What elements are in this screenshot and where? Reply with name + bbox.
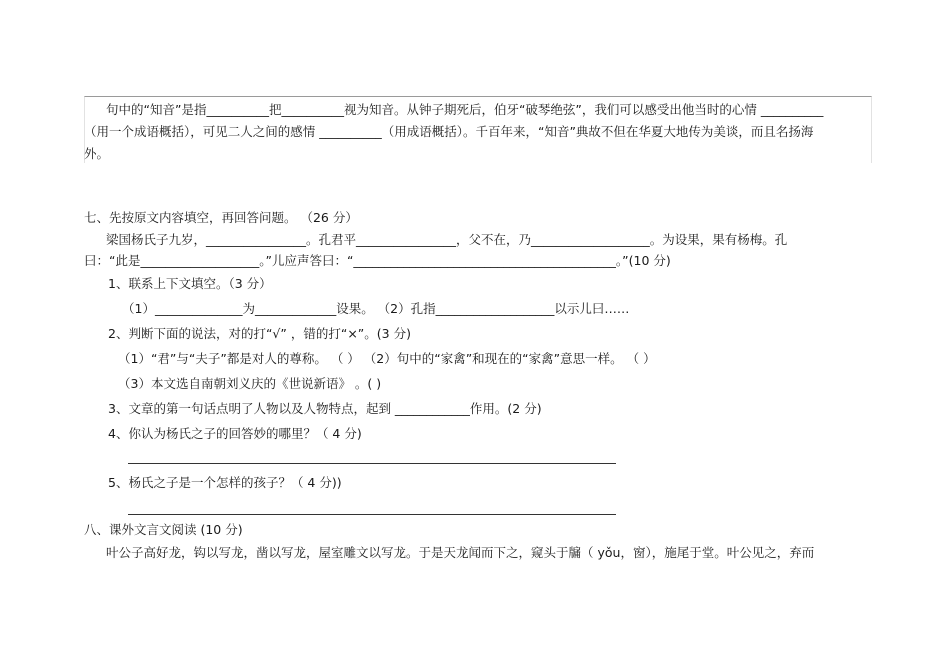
question-2-sub1: （1）“君”与“夫子”都是对人的尊称。 （ ） （2）句中的“家禽”和现在的“家禽”意思一样。 （ ） [118,351,656,366]
question-5: 5、杨氏之子是一个怎样的孩子？（ 4 分)) [108,475,342,490]
question-1-sub: （1）______________为_____________设果。 （2）孔指___________________以示儿曰…… [122,301,630,316]
section7-passage-line2: 曰：“此是___________________。”儿应声答曰：“__________________________________________。”(10 分) [84,253,671,268]
answer-line-q5 [128,514,616,515]
section6-line1: 句中的“知音”是指__________把__________视为知音。从钟子期死后，伯牙“破琴绝弦”，我们可以感受出他当时的心情 __________ [106,102,824,117]
section8-line1: 叶公子高好龙，钩以写龙，凿以写龙，屋室雕文以写龙。于是天龙闻而下之，窥头于牖（ yǒu，窗），施尾于堂。叶公见之，弃而 [106,545,815,560]
section7-heading: 七、先按原文内容填空，再回答问题。 （26 分） [84,210,358,225]
section6-line2: （用一个成语概括），可见二人之间的感情 __________（用成语概括）。千百年来，“知音”典故不但在华夏大地传为美谈，而且名扬海 [84,124,814,139]
question-1: 1、联系上下文填空。（3 分） [108,276,272,291]
section8-heading: 八、课外文言文阅读 (10 分) [84,522,243,537]
question-3: 3、文章的第一句话点明了人物以及人物特点，起到 ____________作用。(2 分) [108,401,542,416]
question-2: 2、判断下面的说法，对的打“√” ，错的打“×”。(3 分) [108,326,411,341]
question-2-sub2: （3）本文选自南朝刘义庆的《世说新语》 。( ) [118,376,382,391]
answer-line-q4 [128,463,616,464]
question-4: 4、你认为杨氏之子的回答妙的哪里？（ 4 分) [108,426,362,441]
section7-passage-line1: 梁国杨氏子九岁，________________。孔君平________________，父不在，乃___________________。为设果，果有杨梅。孔 [106,232,788,247]
section6-line3: 外。 [84,146,110,161]
